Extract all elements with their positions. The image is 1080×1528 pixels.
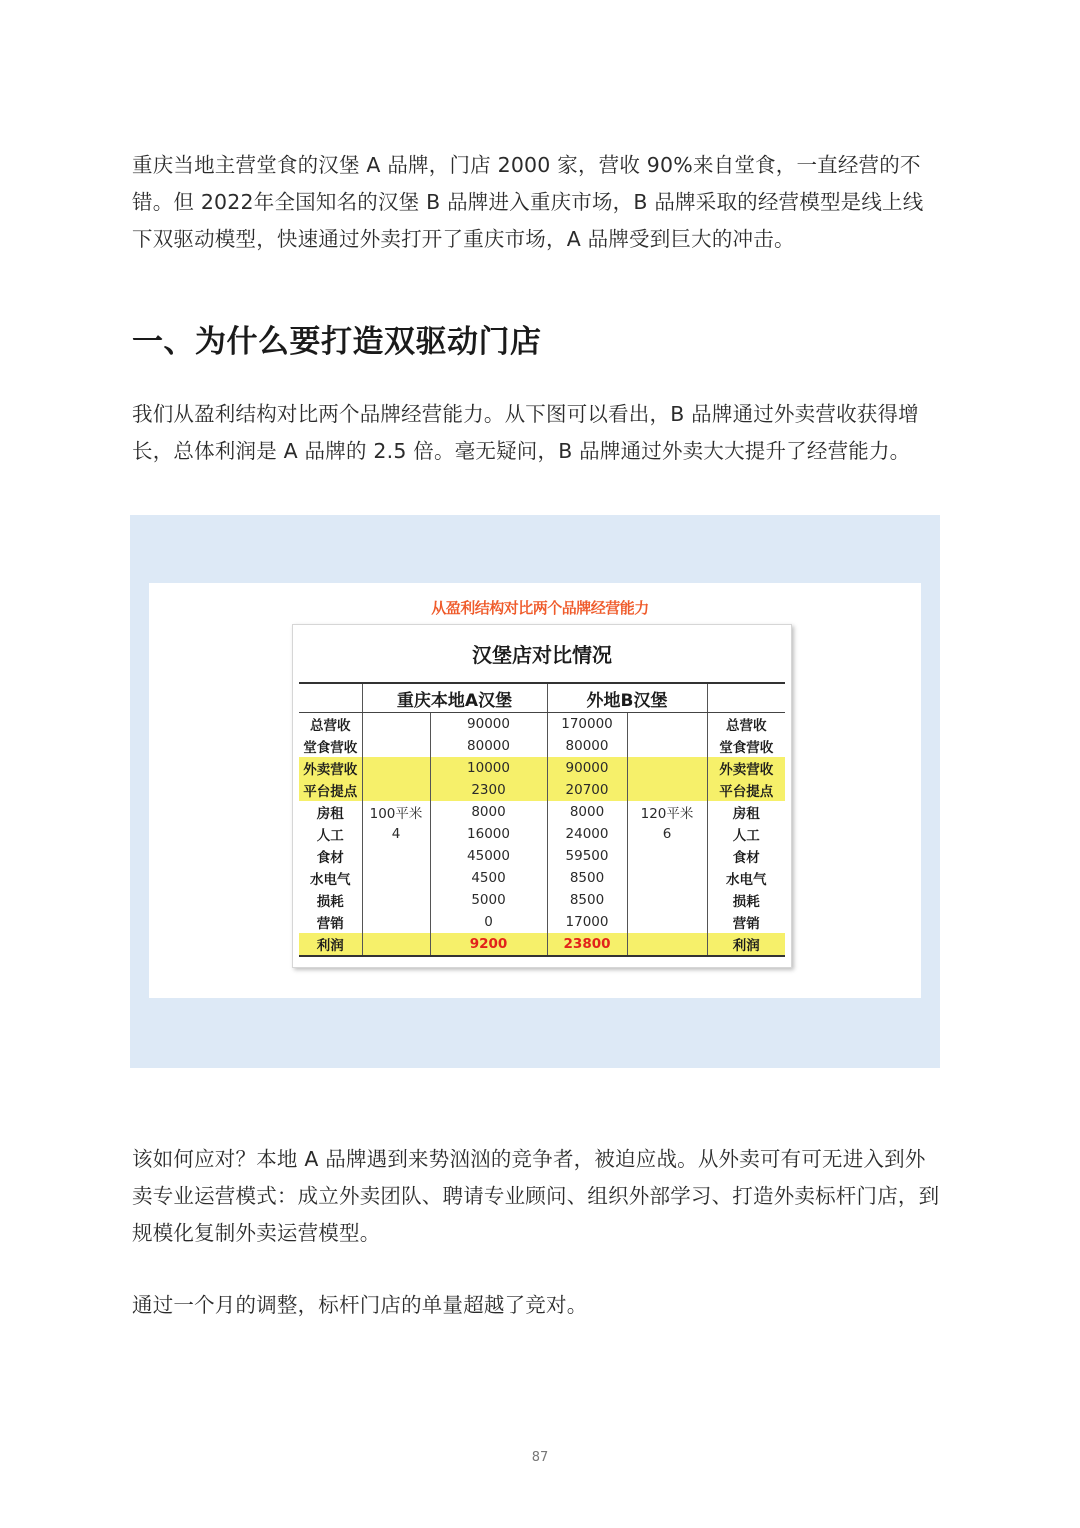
brand-b-note (627, 713, 707, 736)
brand-a-value: 4500 (430, 867, 547, 889)
brand-a-note (362, 911, 430, 933)
header-brand-b: 外地B汉堡 (547, 683, 707, 713)
brand-b-value: 80000 (547, 735, 627, 757)
brand-b-note (627, 735, 707, 757)
row-label: 食材 (299, 845, 362, 867)
table-row (299, 845, 785, 867)
table-row (299, 933, 785, 956)
row-label-right: 利润 (707, 933, 785, 956)
row-label-right: 外卖营收 (707, 757, 785, 779)
brand-b-note: 6 (627, 823, 707, 845)
row-label-right: 损耗 (732, 894, 760, 910)
table-header-row (299, 683, 785, 713)
comparison-table-card (292, 624, 792, 968)
brand-b-value: 90000 (547, 757, 627, 779)
brand-a-note (362, 757, 430, 779)
section-heading: 一、为什么要打造双驱动门店 (132, 324, 542, 360)
brand-a-value: 5000 (430, 889, 547, 911)
row-label: 利润 (299, 933, 362, 956)
row-label-right: 堂食营收 (719, 740, 774, 756)
row-label-right: 水电气 (726, 872, 767, 888)
brand-b-value: 24000 (547, 823, 627, 845)
table-body (299, 713, 785, 957)
row-label-right: 食材 (732, 850, 760, 866)
table-row (299, 779, 785, 801)
brand-b-note (627, 779, 707, 801)
brand-b-value: 8500 (547, 889, 627, 911)
table-row (299, 713, 785, 736)
row-label-right: 房租 (732, 806, 760, 822)
row-label: 损耗 (299, 889, 362, 911)
page-number: 87 (531, 1450, 549, 1465)
table-row (299, 867, 785, 889)
comparison-table (299, 682, 785, 957)
brand-a-value: 9200 (430, 933, 547, 956)
brand-b-note (627, 911, 707, 933)
brand-a-note: 4 (362, 823, 430, 845)
table-row (299, 911, 785, 933)
brand-a-note (362, 845, 430, 867)
brand-b-note (627, 933, 707, 956)
table-row (299, 823, 785, 845)
brand-a-value: 8000 (430, 801, 547, 823)
row-label: 水电气 (299, 867, 362, 889)
brand-a-value: 2300 (430, 779, 547, 801)
table-title: 汉堡店对比情况 (472, 643, 612, 667)
brand-a-value: 0 (430, 911, 547, 933)
brand-a-value: 16000 (430, 823, 547, 845)
table-row (299, 801, 785, 823)
brand-a-value: 80000 (430, 735, 547, 757)
brand-b-note (627, 889, 707, 911)
header-blank-right (707, 683, 785, 713)
header-brand-a: 重庆本地A汉堡 (362, 683, 547, 713)
brand-b-note (627, 845, 707, 867)
brand-a-note (362, 735, 430, 757)
row-label: 营销 (299, 911, 362, 933)
brand-b-value: 59500 (547, 845, 627, 867)
brand-b-value: 20700 (547, 779, 627, 801)
brand-a-note (362, 889, 430, 911)
row-label: 人工 (299, 823, 362, 845)
brand-b-note: 120平米 (627, 801, 707, 823)
result-paragraph: 通过一个月的调整，标杆门店的单量超越了竞对。 (132, 1293, 588, 1317)
brand-b-value: 8500 (547, 867, 627, 889)
row-label-right: 平台提点 (707, 779, 785, 801)
row-label: 平台提点 (299, 779, 362, 801)
brand-a-note: 100平米 (362, 801, 430, 823)
table-row (299, 735, 785, 757)
row-label-right: 总营收 (726, 718, 767, 734)
figure-caption: 从盈利结构对比两个品牌经营能力 (431, 599, 649, 617)
row-label: 房租 (299, 801, 362, 823)
brand-b-note (627, 757, 707, 779)
brand-a-note (362, 933, 430, 956)
response-paragraph: 该如何应对？本地 A 品牌遇到来势汹汹的竞争者，被迫应战。从外卖可有可无进入到外卖专业运营模式：成立外卖团队、聘请专业顾问、组织外部学习、打造外卖标杆门店，到规模化复制外卖运营模型。 (132, 1147, 940, 1245)
brand-a-value: 10000 (430, 757, 547, 779)
brand-a-value: 90000 (430, 713, 547, 736)
table-row (299, 757, 785, 779)
row-label: 堂食营收 (299, 735, 362, 757)
row-label-right: 营销 (732, 916, 760, 932)
brand-a-value: 45000 (430, 845, 547, 867)
brand-a-note (362, 867, 430, 889)
table-row (299, 889, 785, 911)
brand-b-value: 23800 (547, 933, 627, 956)
brand-b-note (627, 867, 707, 889)
brand-b-value: 170000 (547, 713, 627, 736)
brand-a-note (362, 713, 430, 736)
brand-a-note (362, 779, 430, 801)
analysis-paragraph: 我们从盈利结构对比两个品牌经营能力。从下图可以看出，B 品牌通过外卖营收获得增长，总体利润是 A 品牌的 2.5 倍。毫无疑问，B 品牌通过外卖大大提升了经营能力。 (132, 402, 919, 463)
brand-b-value: 8000 (547, 801, 627, 823)
brand-b-value: 17000 (547, 911, 627, 933)
row-label: 外卖营收 (299, 757, 362, 779)
header-blank-left (299, 683, 362, 713)
row-label-right: 人工 (732, 828, 760, 844)
intro-paragraph: 重庆当地主营堂食的汉堡 A 品牌，门店 2000 家，营收 90%来自堂食，一直经营的不错。但 2022年全国知名的汉堡 B 品牌进入重庆市场，B 品牌采取的经营模型是线上线下双驱动模型，快速通过外卖打开了重庆市场，A 品牌受到巨大的冲击。 (132, 153, 924, 251)
row-label: 总营收 (299, 713, 362, 736)
